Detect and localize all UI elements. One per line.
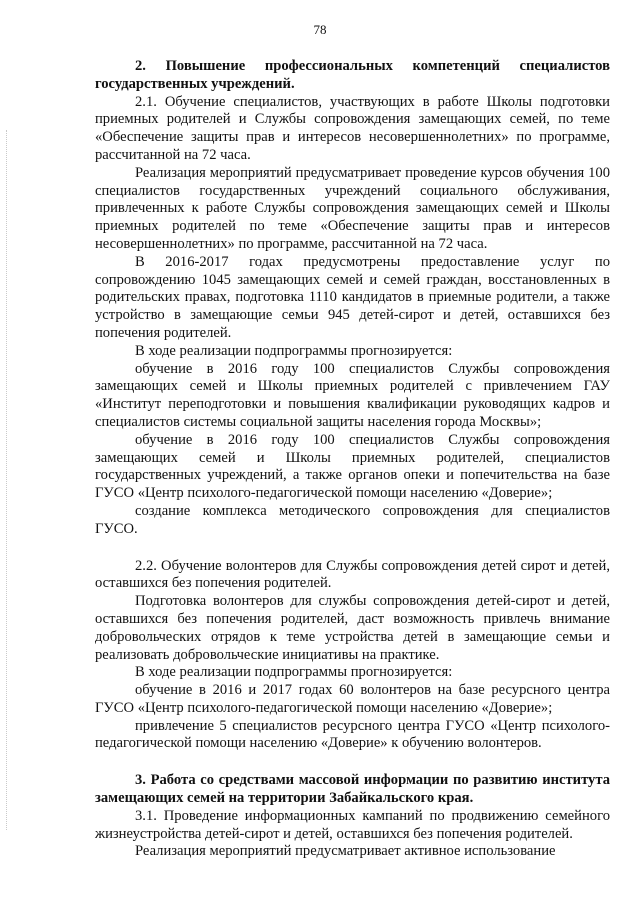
body-paragraph: обучение в 2016 году 100 специалистов Службы сопровождения замещающих семей и Школы приемных родителей, специалистов государственных учреждений, а также органов опеки и попечительства на базе ГУСО «Центр психолого-педагогической помощи населению «Доверие»; [95,431,610,502]
body-paragraph: 2.2. Обучение волонтеров для Службы сопровождения детей сирот и детей, оставшихся без попечения родителей. [95,557,610,592]
body-paragraph: Подготовка волонтеров для службы сопровождения детей-сирот и детей, оставшихся без попечения родителей, даст возможность привлечь внимание добровольческих отрядов к теме устройства детей в замещающие семьи и реализовать добровольческие инициативы на практике. [95,593,610,663]
body-paragraph: создание комплекса методического сопровождения для специалистов ГУСО. [95,502,610,537]
section-heading: 3. Работа со средствами массовой информации по развитию института замещающих семей на территории Забайкальского края. [95,772,610,807]
body-paragraph: 2.1. Обучение специалистов, участвующих в работе Школы подготовки приемных родителей и Службы сопровождения замещающих семей, по теме «Обеспечение защиты прав и интересов несовершеннолетних» по программе, рассчитанной на 72 часа. [95,93,610,163]
paragraph-spacer [95,753,610,772]
body-paragraph: Реализация мероприятий предусматривает проведение курсов обучения 100 специалистов государственных учреждений социального обслуживания, привлеченных к работе Службы сопровождения замещающих семей и Школы приемных родителей по теме «Обеспечение защиты прав и интересов несовершеннолетних» по программе, рассчитанной на 72 часа. [95,164,610,252]
paragraph-spacer [95,539,610,558]
body-paragraph: привлечение 5 специалистов ресурсного центра ГУСО «Центр психолого-педагогической помощи населению «Доверие» к обучению волонтеров. [95,717,610,752]
page-number: 78 [313,22,327,37]
body-paragraph: 3.1. Проведение информационных кампаний по продвижению семейного жизнеустройства детей-сирот и детей, оставшихся без попечения родителей. [95,807,610,842]
body-paragraph: обучение в 2016 году 100 специалистов Службы сопровождения замещающих семей и Школы приемных родителей с привлечением ГАУ «Институт переподготовки и повышения квалификации руководящих кадров и специалистов системы социальной защиты населения города Москвы»; [95,360,610,430]
body-paragraph: В 2016-2017 годах предусмотрены предоставление услуг по сопровождению 1045 замещающих семей и семей граждан, восстановленных в родительских правах, подготовка 1110 кандидатов в приемные родители, а также устройство в замещающие семьи 945 детей-сирот и детей, оставшихся без попечения родителей. [95,253,610,341]
body-paragraph: В ходе реализации подпрограммы прогнозируется: [135,342,453,359]
body-paragraph: В ходе реализации подпрограммы прогнозируется: [135,664,453,681]
document-body [95,58,610,861]
scan-margin-artifact [6,130,8,830]
section-heading: 2. Повышение профессиональных компетенций специалистов государственных учреждений. [95,58,610,92]
body-paragraph: Реализация мероприятий предусматривает активное использование [135,843,556,860]
body-paragraph: обучение в 2016 и 2017 годах 60 волонтеров на базе ресурсного центра ГУСО «Центр психолого-педагогической помощи населению «Доверие»; [95,682,610,716]
